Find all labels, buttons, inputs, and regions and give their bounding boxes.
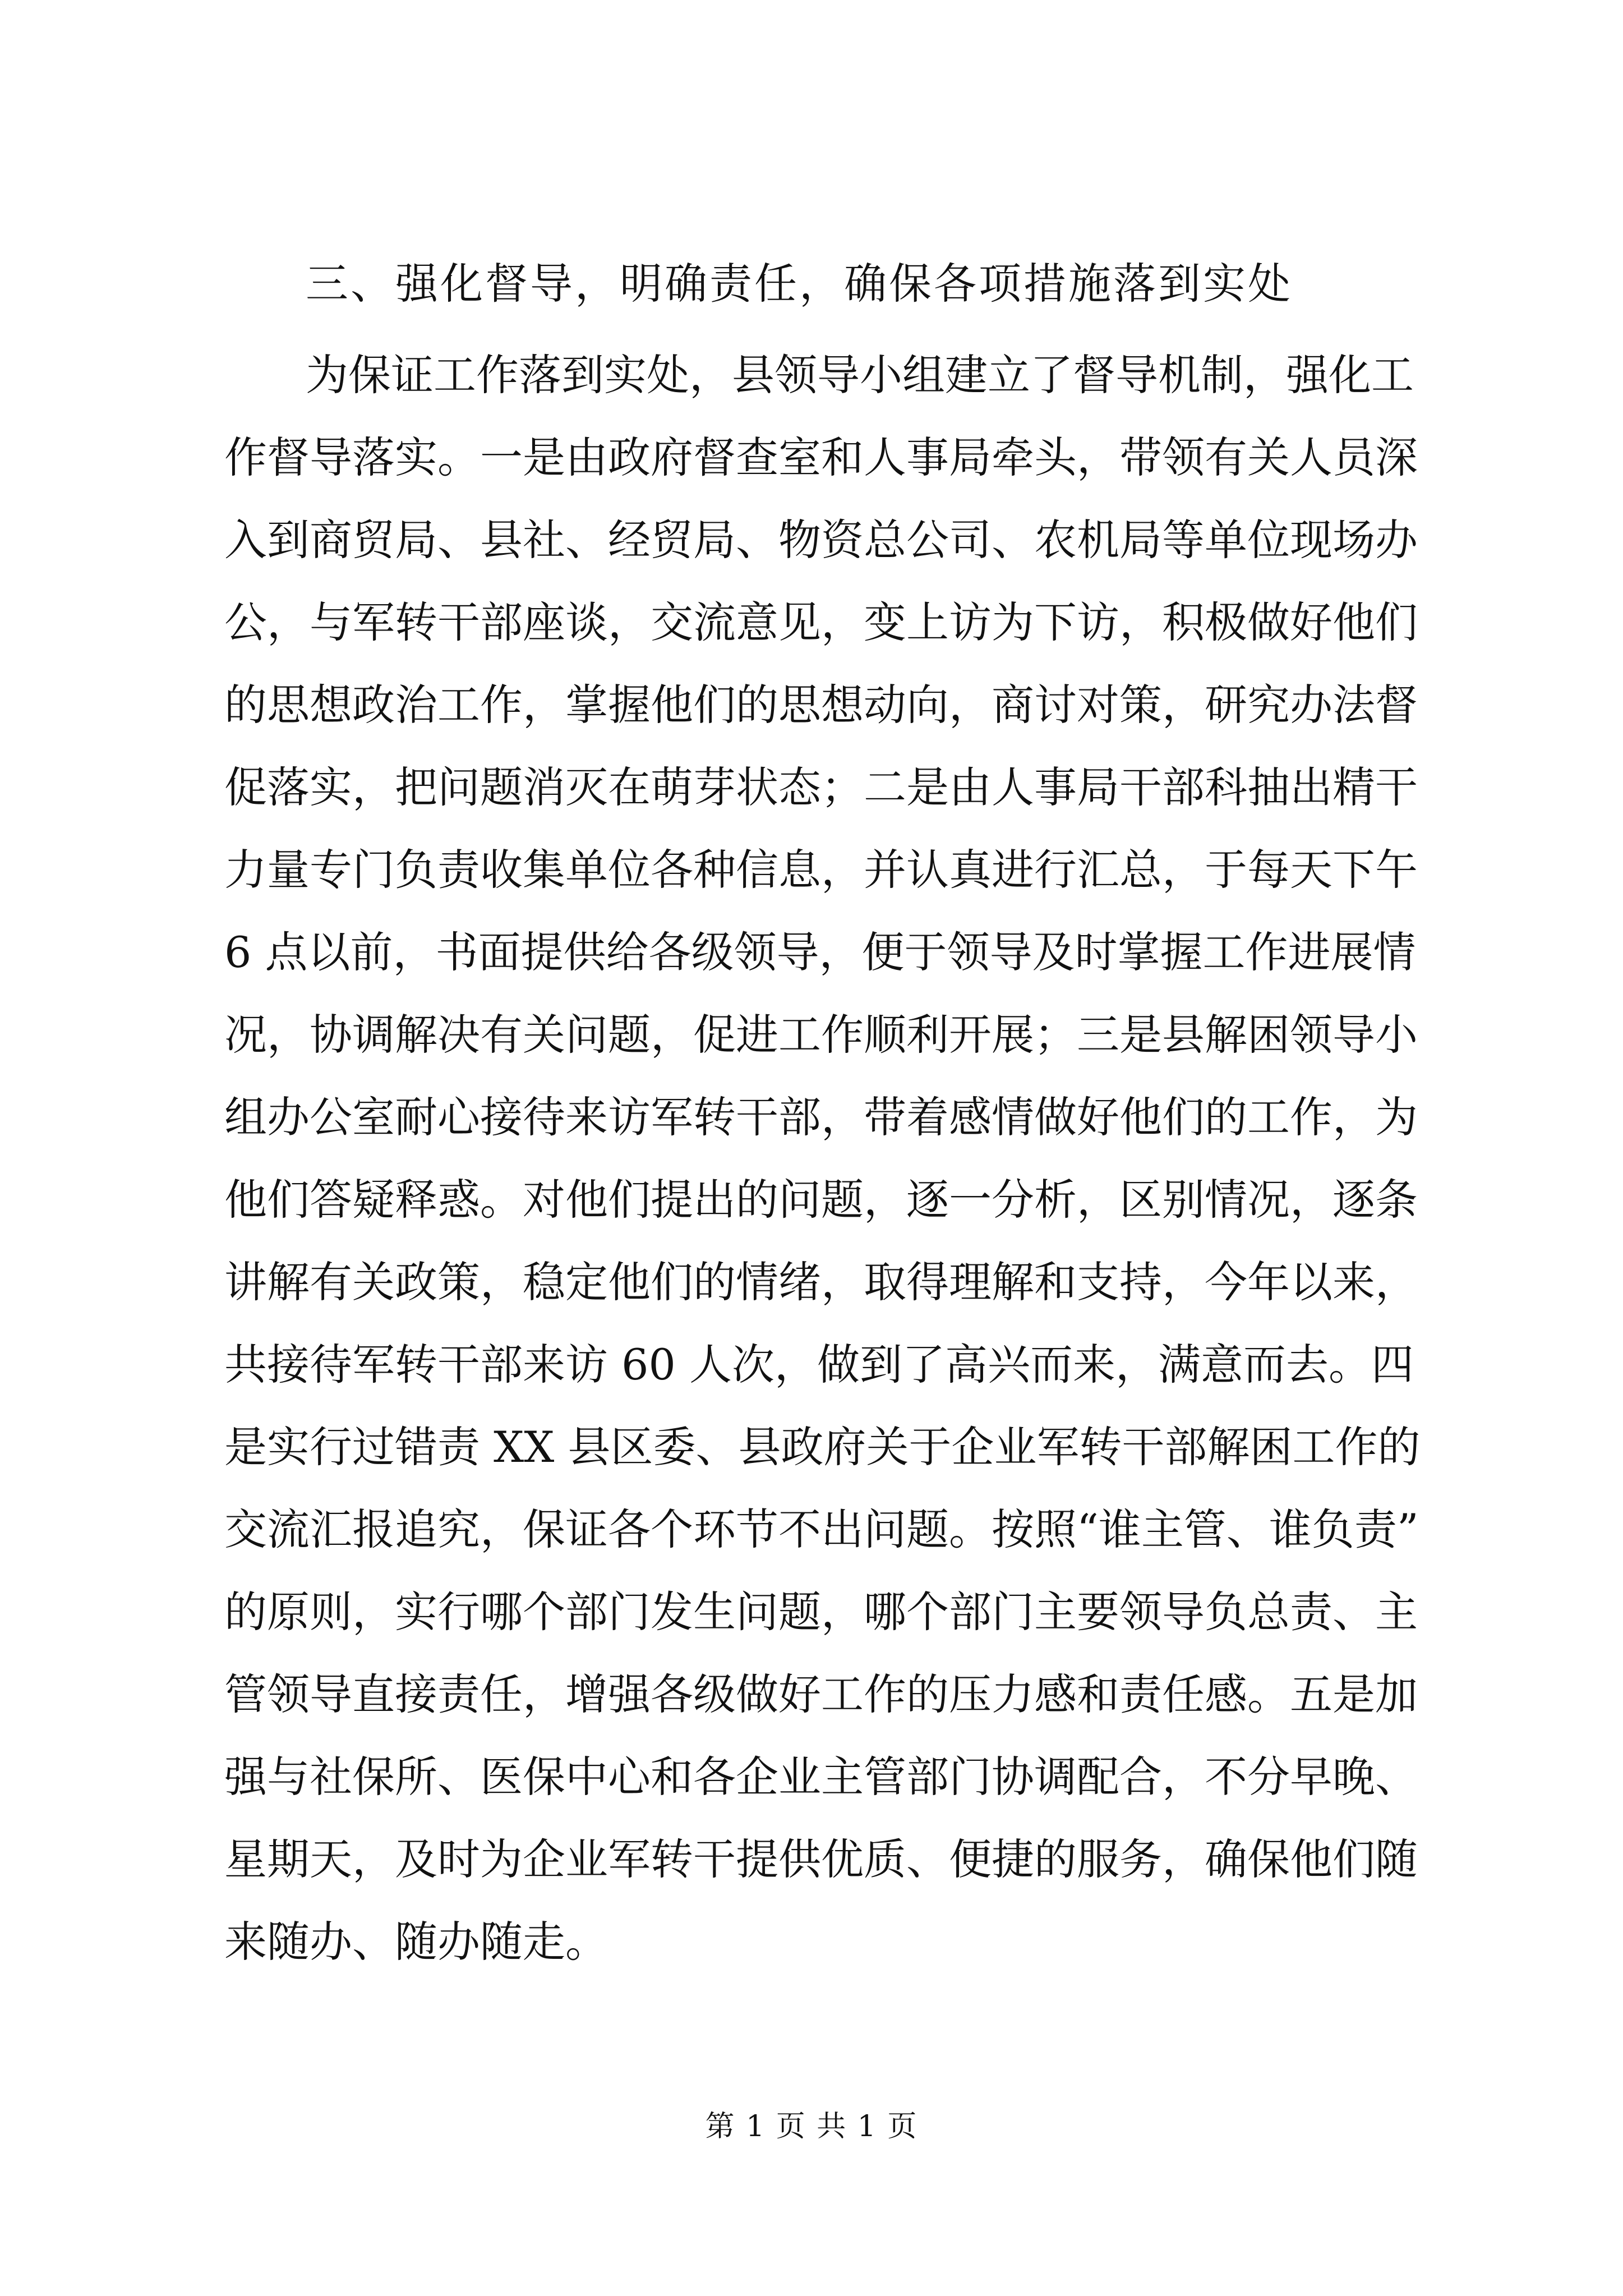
- paragraph-line: 作督导落实。一是由政府督查室和人事局牵头，带领有关人员深: [224, 432, 1418, 482]
- paragraph-line: 来随办、随办随走。: [224, 1917, 608, 1967]
- paragraph-line: 共接待军转干部来访 60 人次，做到了高兴而来，满意而去。四: [224, 1340, 1414, 1389]
- paragraph-line: 况，协调解决有关问题，促进工作顺利开展；三是县解困领导小: [224, 1010, 1418, 1060]
- paragraph-line: 公，与军转干部座谈，交流意见，变上访为下访，积极做好他们: [224, 597, 1418, 647]
- paragraph-line: 组办公室耐心接待来访军转干部，带着感情做好他们的工作，为: [224, 1092, 1418, 1142]
- paragraph-line: 的原则，实行哪个部门发生问题，哪个部门主要领导负总责、主: [224, 1587, 1418, 1637]
- paragraph-line: 入到商贸局、县社、经贸局、物资总公司、农机局等单位现场办: [224, 515, 1418, 565]
- paragraph-line: 强与社保所、医保中心和各企业主管部门协调配合，不分早晚、: [224, 1752, 1418, 1802]
- paragraph-line: 讲解有关政策，稳定他们的情绪，取得理解和支持，今年以来，: [224, 1257, 1418, 1307]
- paragraph-line: 是实行过错责 XX 县区委、县政府关于企业军转干部解困工作的: [224, 1422, 1421, 1472]
- section-heading: 三、强化督导，明确责任，确保各项措施落到实处: [306, 259, 1293, 309]
- paragraph-line: 他们答疑释惑。对他们提出的问题，逐一分析，区别情况，逐条: [224, 1175, 1418, 1225]
- paragraph-line: 促落实，把问题消灭在萌芽状态；二是由人事局干部科抽出精干: [224, 762, 1418, 812]
- paragraph-line: 交流汇报追究，保证各个环节不出问题。按照“谁主管、谁负责”: [224, 1504, 1419, 1554]
- paragraph-line: 管领导直接责任，增强各级做好工作的压力感和责任感。五是加: [224, 1669, 1418, 1719]
- paragraph-line: 的思想政治工作，掌握他们的思想动向，商讨对策，研究办法督: [224, 680, 1418, 730]
- paragraph-line: 为保证工作落到实处，县领导小组建立了督导机制，强化工: [306, 350, 1414, 400]
- page-number-footer: 第 1 页 共 1 页: [705, 2110, 918, 2143]
- body-paragraph: [224, 334, 1421, 1983]
- paragraph-line: 星期天，及时为企业军转干提供优质、便捷的服务，确保他们随: [224, 1834, 1418, 1884]
- paragraph-line: 力量专门负责收集单位各种信息，并认真进行汇总，于每天下午: [224, 845, 1418, 895]
- paragraph-line: 6 点以前，书面提供给各级领导，便于领导及时掌握工作进展情: [224, 927, 1416, 977]
